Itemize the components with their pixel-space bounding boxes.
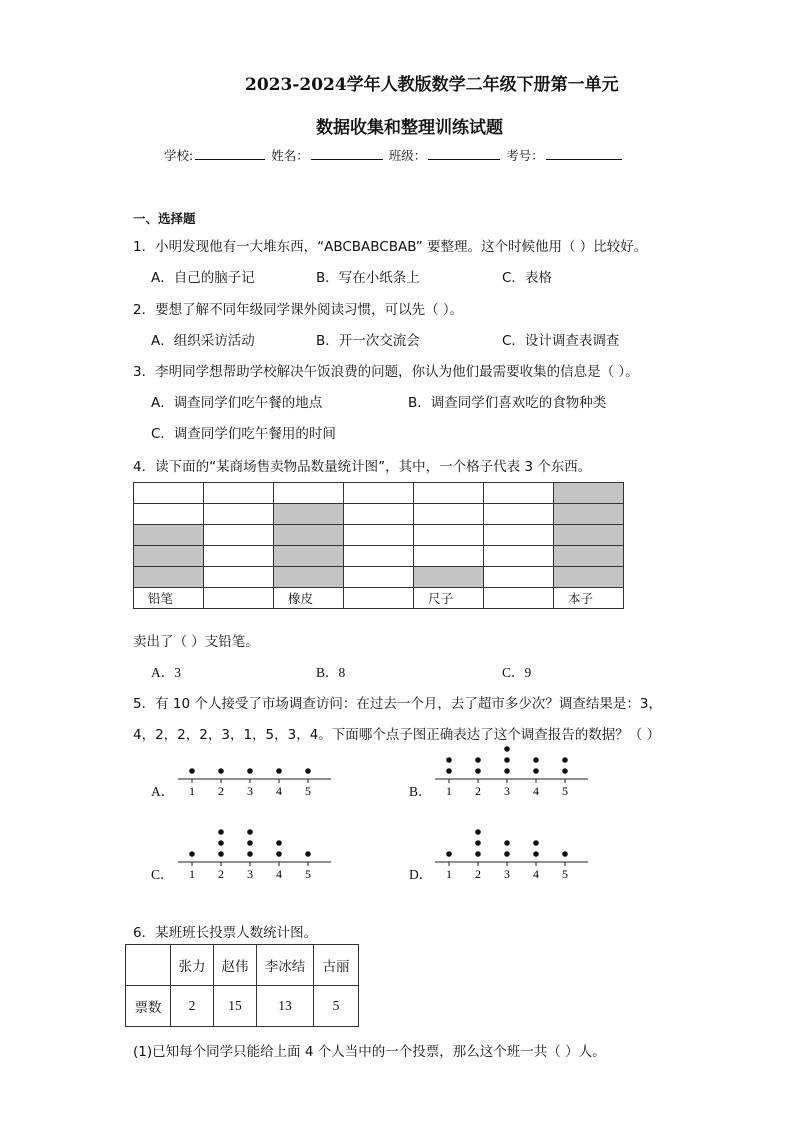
grid-row (134, 504, 624, 525)
grid-cell (414, 546, 484, 567)
shaded-cell (274, 504, 344, 525)
q4-question: 卖出了（ ）支铅笔。 (133, 634, 259, 650)
tick-label: 1 (446, 867, 452, 881)
header-cell: 赵伟 (214, 945, 257, 986)
header-cell (126, 945, 171, 986)
data-dot (189, 851, 195, 857)
grid-row (134, 525, 624, 546)
tick-label: 2 (475, 784, 481, 798)
data-dot (562, 768, 568, 774)
data-dot (247, 851, 253, 857)
shaded-cell (274, 567, 344, 588)
tick-label: 3 (504, 867, 510, 881)
data-dot (247, 840, 253, 846)
shaded-cell (134, 525, 204, 546)
data-dot (446, 757, 452, 763)
data-dot (533, 757, 539, 763)
grid-cell (414, 483, 484, 504)
question-3: 3．李明同学想帮助学校解决午饭浪费的问题，你认为他们最需要收集的信息是（ ）。 (133, 364, 639, 380)
data-dot (533, 840, 539, 846)
class-label: 班级： (388, 148, 427, 163)
grid-cell (204, 483, 274, 504)
data-dot (247, 829, 253, 835)
grid-cell (484, 483, 554, 504)
header-row (126, 945, 359, 986)
q3-option-b[interactable]: B．调查同学们喜欢吃的食物种类 (408, 395, 607, 411)
grid-cell (204, 546, 274, 567)
school-label: 学校: (164, 148, 194, 163)
tick-label: 5 (305, 784, 311, 798)
tick-label: 2 (218, 867, 224, 881)
q1-option-b[interactable]: B．写在小纸条上 (316, 270, 420, 286)
grid-cell (344, 504, 414, 525)
title-line-2: 数据收集和整理训练试题 (316, 118, 503, 138)
shaded-cell (134, 567, 204, 588)
data-dot (504, 840, 510, 846)
q5-option-a-label[interactable]: A． (151, 784, 175, 799)
tick-label: 3 (247, 784, 253, 798)
grid-cell (134, 483, 204, 504)
data-dot (562, 851, 568, 857)
question-4: 4．读下面的“某商场售卖物品数量统计图”，其中，一个格子代表 3 个东西。 (133, 459, 592, 475)
section-heading: 一、选择题 (133, 211, 196, 226)
vote-table (125, 944, 359, 1027)
votes-row (126, 986, 359, 1027)
tick-label: 4 (533, 867, 539, 881)
data-dot (218, 829, 224, 835)
vote-value: 13 (257, 986, 314, 1027)
category-label (204, 588, 274, 609)
header-cell: 李冰结 (257, 945, 314, 986)
grid-row (134, 567, 624, 588)
data-dot (218, 768, 224, 774)
data-dot (276, 768, 282, 774)
q2-option-b[interactable]: B．开一次交流会 (316, 333, 420, 349)
student-info-line (164, 146, 624, 164)
data-dot (475, 829, 481, 835)
header-cell: 古丽 (314, 945, 359, 986)
question-1: 1．小明发现他有一大堆东西，“ABCBABCBAB” 要整理。这个时候他用（ ）比较好。 (133, 239, 648, 255)
tick-label: 1 (446, 784, 452, 798)
q2-option-a[interactable]: A．组织采访活动 (151, 333, 255, 349)
data-dot (475, 768, 481, 774)
shaded-cell (274, 546, 344, 567)
name-label: 姓名： (271, 148, 309, 163)
question-5-line-1: 5．有 10 个人接受了市场调查访问：在过去一个月，去了超市多少次？调查结果是：3， (133, 696, 662, 712)
grid-cell (344, 483, 414, 504)
grid-cell (204, 504, 274, 525)
tick-label: 1 (189, 784, 195, 798)
data-dot (504, 768, 510, 774)
grid-cell (484, 525, 554, 546)
q1-option-a[interactable]: A．自己的脑子记 (151, 270, 255, 286)
tick-label: 4 (533, 784, 539, 798)
q2-option-c[interactable]: C．设计调查表调查 (502, 333, 620, 349)
shaded-cell (554, 546, 624, 567)
tick-label: 4 (276, 784, 282, 798)
grid-row (134, 588, 624, 609)
shaded-cell (554, 483, 624, 504)
data-dot (276, 851, 282, 857)
data-dot (218, 851, 224, 857)
grid-cell (484, 504, 554, 525)
dot-plot-c (176, 828, 336, 888)
grid-cell (414, 504, 484, 525)
question-6: 6．某班班长投票人数统计图。 (133, 925, 318, 941)
q1-option-c[interactable]: C．表格 (502, 270, 552, 286)
tick-label: 5 (305, 867, 311, 881)
data-dot (533, 768, 539, 774)
q6-sub-1: (1)已知每个同学只能给上面 4 个人当中的一个投票，那么这个班一共（ ）人。 (133, 1044, 606, 1060)
grid-cell (344, 567, 414, 588)
grid-cell (204, 525, 274, 546)
tick-label: 2 (475, 867, 481, 881)
grid-cell (134, 504, 204, 525)
data-dot (504, 851, 510, 857)
grid-cell (274, 483, 344, 504)
data-dot (446, 768, 452, 774)
tick-label: 5 (562, 867, 568, 881)
q5-option-c-label[interactable]: C． (151, 867, 174, 882)
class-field[interactable] (428, 147, 500, 160)
grid-row (134, 483, 624, 504)
school-field[interactable] (195, 147, 265, 160)
grid-cell (204, 567, 274, 588)
header-cell: 张力 (171, 945, 214, 986)
shaded-cell (274, 525, 344, 546)
data-dot (218, 840, 224, 846)
tick-label: 5 (562, 784, 568, 798)
category-label (484, 588, 554, 609)
q3-option-c[interactable]: C．调查同学们吃午餐用的时间 (151, 426, 336, 442)
shaded-cell (554, 525, 624, 546)
question-5-line-2: 4，2，2，2，3，1，5，3，4。下面哪个点子图正确表达了这个调查报告的数据？（ ） (133, 727, 661, 743)
grid-cell (344, 546, 414, 567)
dot-plot-d (433, 828, 593, 888)
data-dot (475, 851, 481, 857)
shaded-cell (554, 567, 624, 588)
name-field[interactable] (311, 147, 383, 160)
shaded-cell (414, 567, 484, 588)
tick-label: 1 (189, 867, 195, 881)
data-dot (189, 768, 195, 774)
grid-cell (344, 525, 414, 546)
dot-plot-a (176, 745, 336, 805)
title-line-1: 2023-2024学年人教版数学二年级下册第一单元 (245, 75, 619, 95)
category-label: 尺子 (414, 588, 484, 609)
q4-option-b[interactable]: B．8 (316, 665, 346, 680)
data-dot (276, 840, 282, 846)
tick-label: 3 (504, 784, 510, 798)
exam-no-label: 考号： (506, 148, 544, 163)
data-dot (562, 757, 568, 763)
exam-no-field[interactable] (546, 147, 622, 160)
vote-value: 2 (171, 986, 214, 1027)
dot-plot-b (433, 745, 593, 805)
data-dot (504, 746, 510, 752)
category-label: 本子 (554, 588, 624, 609)
tick-label: 4 (276, 867, 282, 881)
q4-option-a[interactable]: A．3 (151, 665, 181, 680)
tick-label: 2 (218, 784, 224, 798)
data-dot (475, 757, 481, 763)
category-label: 橡皮 (274, 588, 344, 609)
vote-value: 15 (214, 986, 257, 1027)
q3-option-a[interactable]: A．调查同学们吃午餐的地点 (151, 395, 323, 411)
grid-cell (484, 546, 554, 567)
data-dot (305, 768, 311, 774)
row-label: 票数 (126, 986, 171, 1027)
question-2: 2．要想了解不同年级同学课外阅读习惯，可以先（ ）。 (133, 302, 464, 318)
data-dot (247, 768, 253, 774)
q5-option-d-label[interactable]: D． (409, 867, 433, 882)
pictograph-grid (133, 482, 624, 609)
grid-cell (484, 567, 554, 588)
grid-cell (414, 525, 484, 546)
data-dot (446, 851, 452, 857)
data-dot (533, 851, 539, 857)
category-label (344, 588, 414, 609)
shaded-cell (554, 504, 624, 525)
data-dot (305, 851, 311, 857)
data-dot (475, 840, 481, 846)
q4-option-c[interactable]: C．9 (502, 665, 532, 680)
vote-value: 5 (314, 986, 359, 1027)
category-label: 铅笔 (134, 588, 204, 609)
q5-option-b-label[interactable]: B． (409, 784, 432, 799)
grid-row (134, 546, 624, 567)
data-dot (504, 757, 510, 763)
tick-label: 3 (247, 867, 253, 881)
shaded-cell (134, 546, 204, 567)
